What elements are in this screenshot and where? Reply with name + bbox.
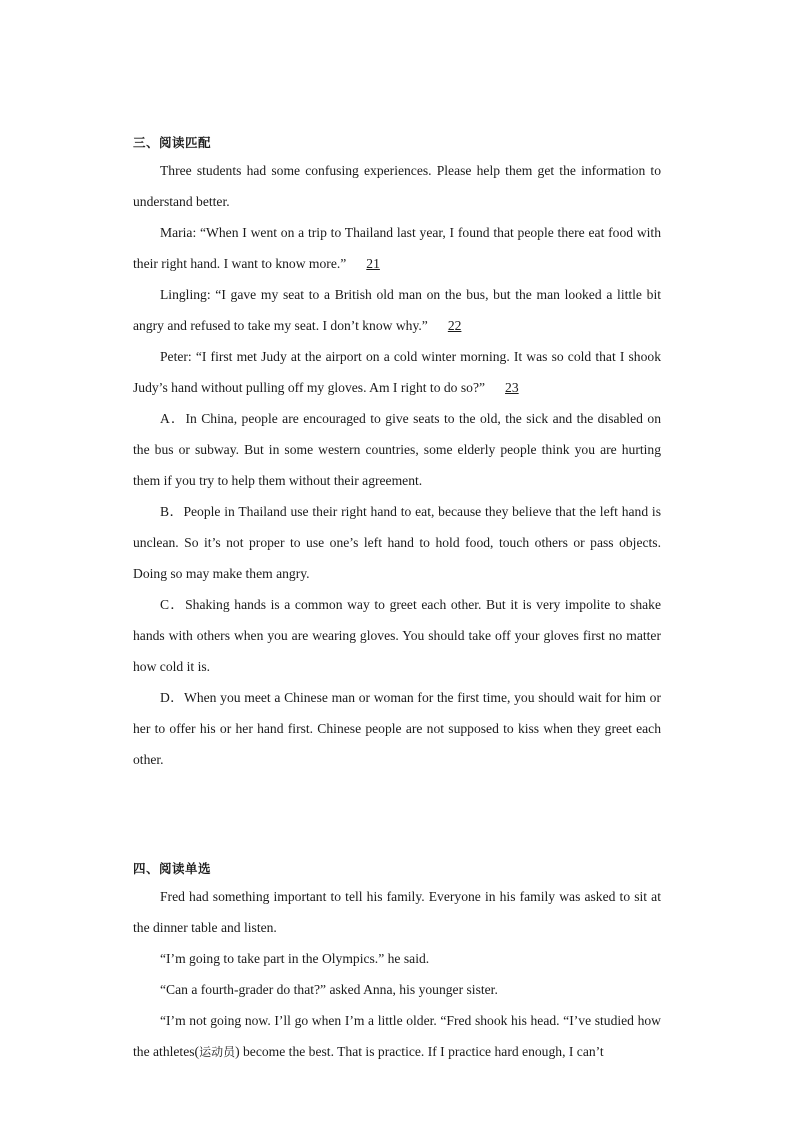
answer-blank-22[interactable]: 22 [447, 318, 462, 333]
section-spacer [133, 775, 661, 857]
option-d: D．When you meet a Chinese man or woman for the first time, you should wait for him or her to offer his or her hand first. Chinese people are not supposed to kiss when they greet each other. [133, 690, 661, 767]
passage-paragraph-4-start: “I’m not going now. I’ll go when I’m a little older. “Fred shook his head. “I’ve studied how the athletes( [133, 1013, 661, 1059]
question-23-text: Peter: “I first met Judy at the airport on a cold winter morning. It was so cold that I shook Judy’s hand without pulling off my gloves. Am I right to do so?” [133, 349, 661, 395]
option-c: C．Shaking hands is a common way to greet each other. But it is very impolite to shake hands with others when you are wearing gloves. You should take off your gloves first no matter how cold it is. [133, 597, 661, 674]
section-3-intro: Three students had some confusing experiences. Please help them get the information to understand better. [133, 163, 661, 209]
answer-blank-21[interactable]: 21 [366, 256, 380, 271]
question-21 [133, 217, 661, 279]
passage-paragraph-4-end: ) become the best. That is practice. If I practice hard enough, I can’t [235, 1044, 604, 1059]
section-3-heading: 三、阅读匹配 [133, 135, 212, 150]
answer-blank-23[interactable]: 23 [505, 380, 519, 395]
document-page [133, 131, 661, 1068]
option-a: A．In China, people are encouraged to give seats to the old, the sick and the disabled on the bus or subway. But in some western countries, some elderly people think you are hurting them if you try to help them without their agreement. [133, 411, 661, 488]
question-23 [133, 341, 661, 403]
option-b: B．People in Thailand use their right hand to eat, because they believe that the left hand is unclean. So it’s not proper to use one’s left hand to hold food, touch others or pass objects. Doing so may make them angry. [133, 504, 661, 581]
passage-paragraph-4 [133, 1005, 661, 1068]
question-22 [133, 279, 661, 341]
passage-paragraph-3: “Can a fourth-grader do that?” asked Anna, his younger sister. [160, 982, 498, 997]
section-4-heading: 四、阅读单选 [133, 861, 212, 876]
question-21-text: Maria: “When I went on a trip to Thailand last year, I found that people there eat food with their right hand. I want to know more.” [133, 225, 661, 271]
question-22-text: Lingling: “I gave my seat to a British old man on the bus, but the man looked a little bit angry and refused to take my seat. I don’t know why.” [133, 287, 661, 333]
passage-paragraph-2: “I’m going to take part in the Olympics.” he said. [160, 951, 430, 966]
passage-paragraph-1: Fred had something important to tell his family. Everyone in his family was asked to sit at the dinner table and listen. [133, 889, 661, 935]
passage-gloss-athletes: 运动员 [199, 1045, 236, 1059]
